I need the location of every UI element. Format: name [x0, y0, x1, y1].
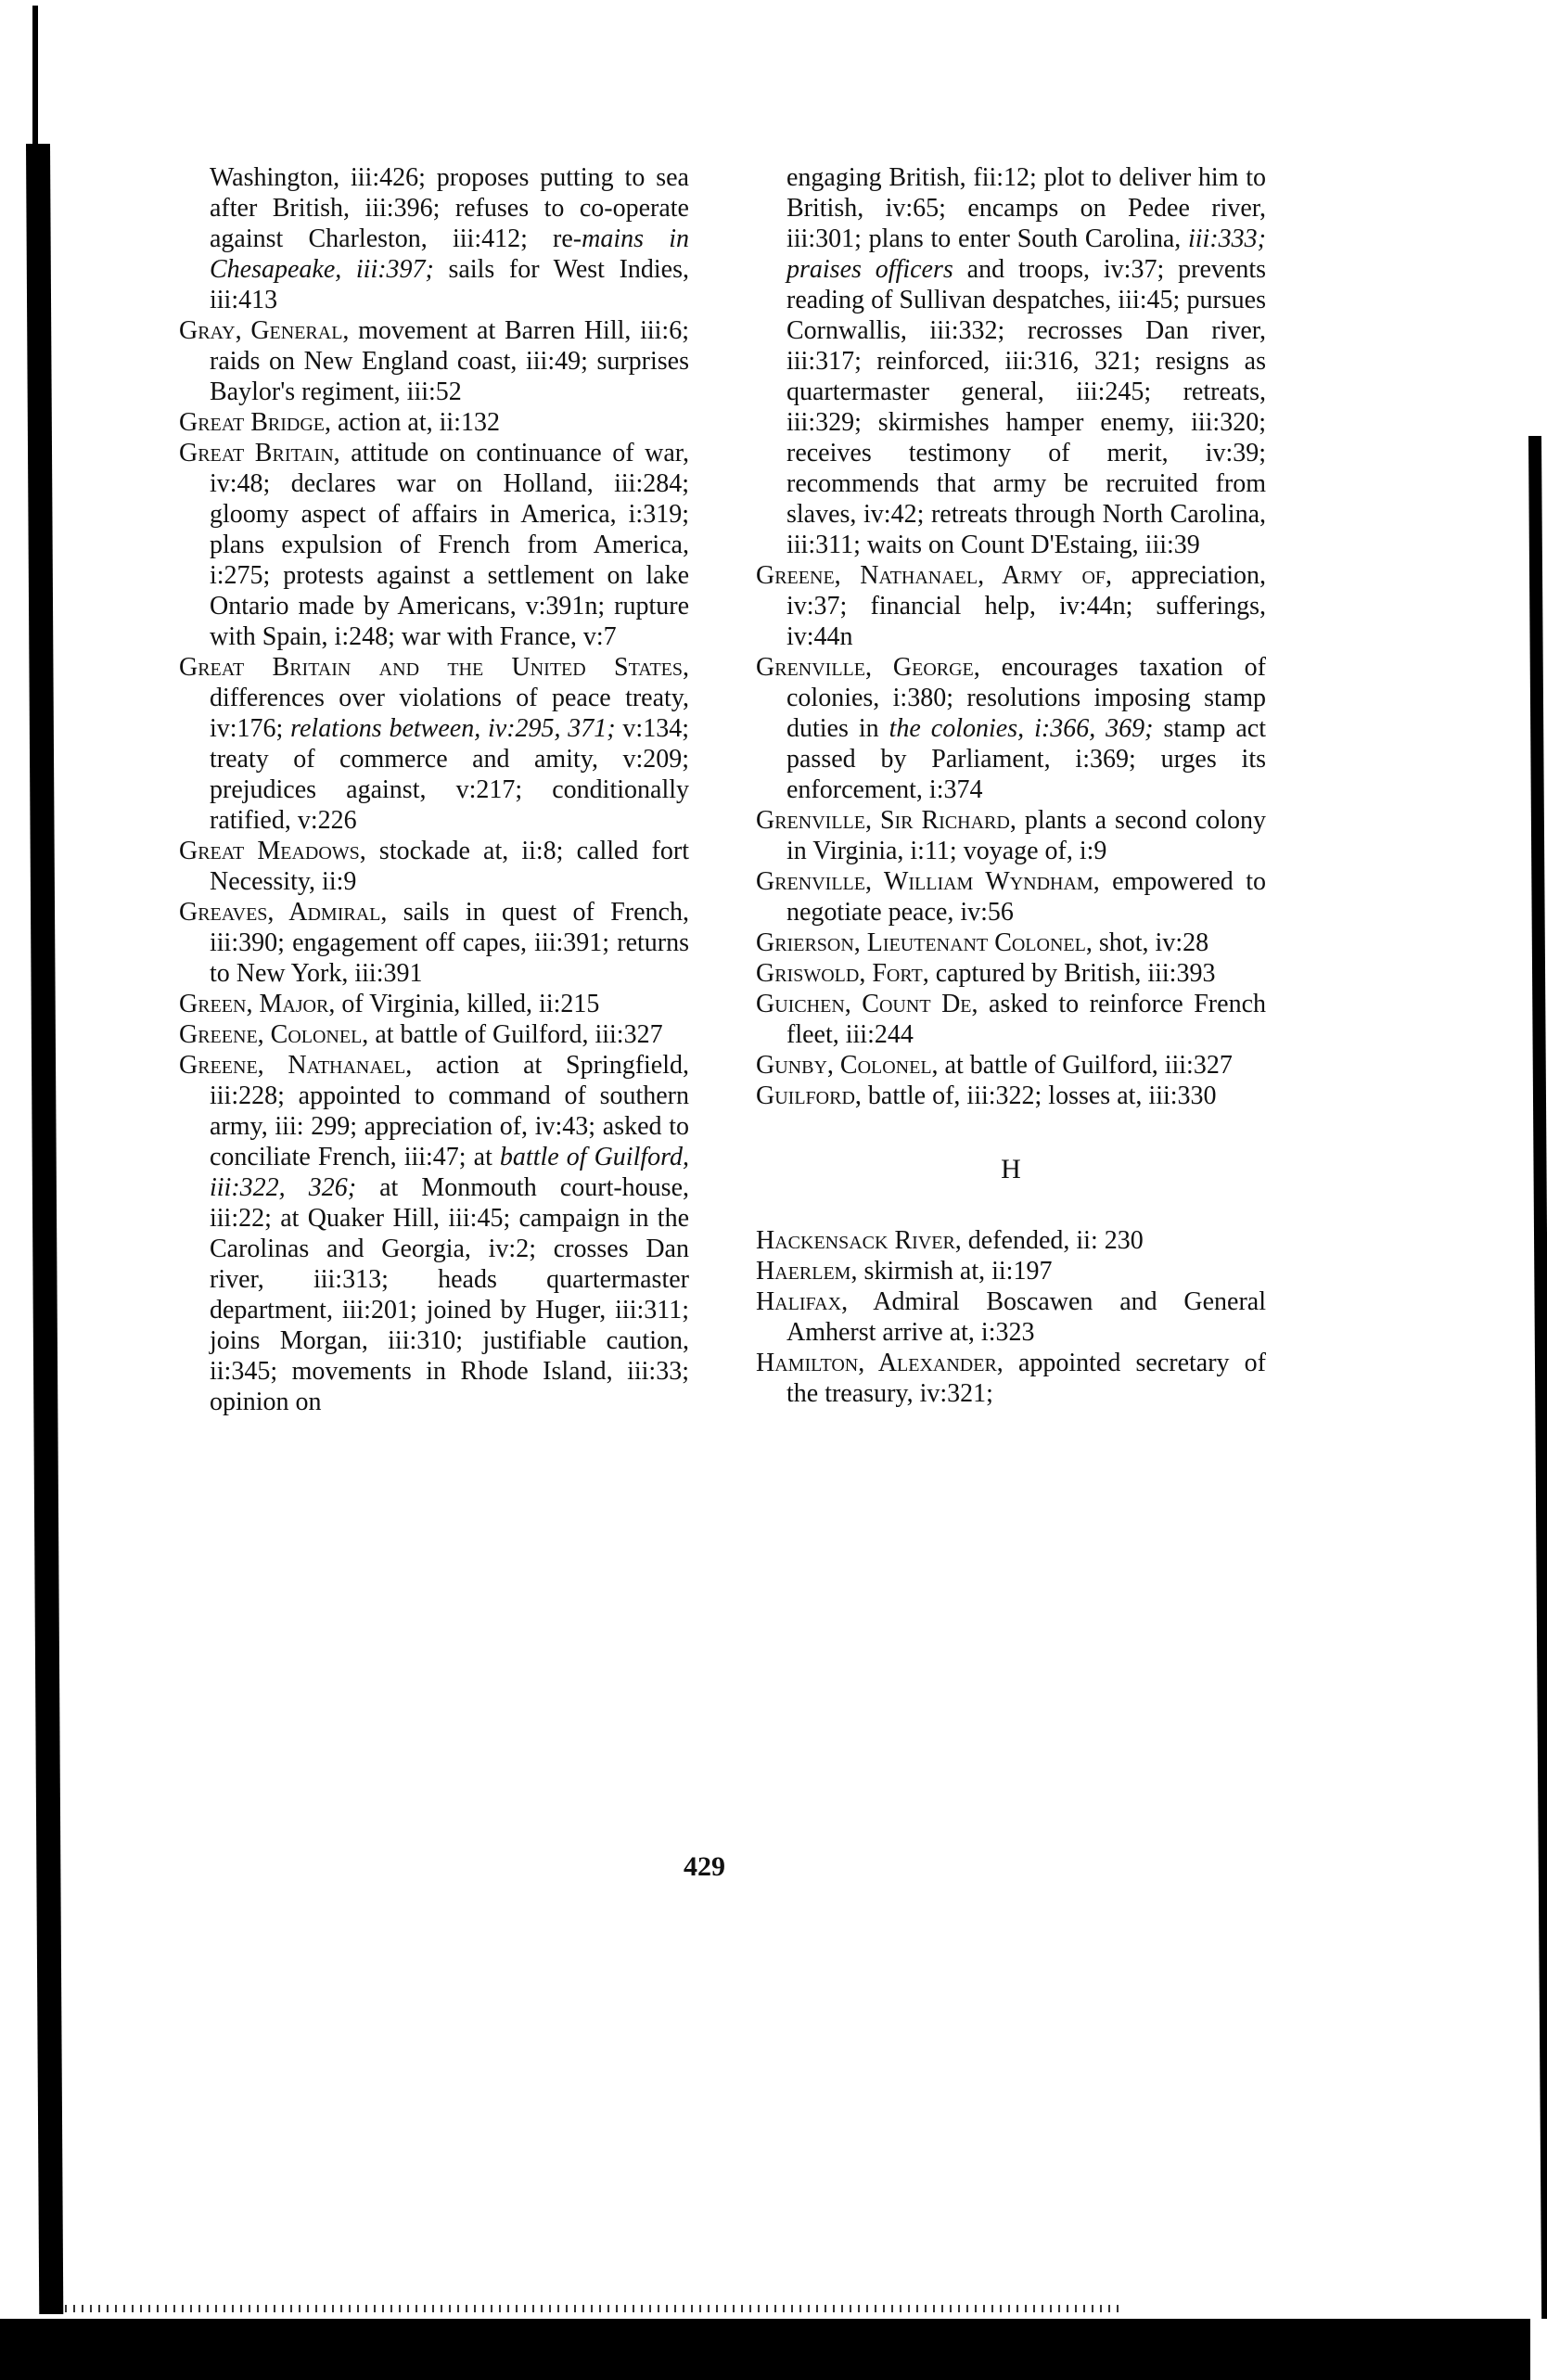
- entry-text: stamp act passed by Parliament, i:369; urges its enforcement, i:374: [786, 714, 1266, 804]
- entry-text: sails in quest of French, iii:390; engagement off capes, iii:391; returns to New York, iii:391: [210, 898, 689, 988]
- entry-heading: Halifax,: [756, 1287, 849, 1316]
- entry-heading: Great Britain,: [179, 439, 340, 467]
- entry-heading: Green, Major,: [179, 990, 336, 1018]
- entry-text-italic: iii:333; praises officers: [786, 224, 1266, 284]
- entry-heading: Greene, Colonel,: [179, 1020, 369, 1049]
- entry-heading: Great Britain and the United States,: [179, 653, 689, 682]
- scan-edge-artifact: [1528, 436, 1547, 2319]
- entry-heading: Greaves, Admiral,: [179, 898, 388, 927]
- index-entry: [756, 958, 1266, 989]
- entry-text: attitude on continuance of war, iv:48; declares war on Holland, iii:284; gloomy aspect of affairs in America, i:319; plans expulsion of French from America, i:275; protests against a settlement on lake Ontario made by Americans, v:391n; rupture with Spain, i:248; war with France, v:7: [210, 439, 690, 651]
- index-entry: [179, 652, 689, 836]
- entry-text: sails for West Indies, iii:413: [210, 255, 689, 314]
- entry-heading: Gray, General,: [179, 316, 350, 345]
- index-entry: [756, 1081, 1266, 1111]
- page-number: 429: [684, 1851, 725, 1882]
- entry-text: appointed secretary of the treasury, iv:321;: [786, 1349, 1266, 1408]
- entry-heading: Great Meadows,: [179, 837, 366, 865]
- index-entry: [756, 560, 1266, 652]
- index-entry: [179, 407, 689, 438]
- entry-heading: Hackensack River,: [756, 1226, 962, 1255]
- entry-text: Washington, iii:426; proposes putting to sea after British, iii:396; refuses to co-operate against Charleston, iii:412; re-: [210, 163, 689, 253]
- scan-edge-artifact: [0, 2319, 1530, 2380]
- index-entry: [179, 438, 689, 652]
- index-entry: [756, 1286, 1266, 1348]
- entry-text: stockade at, ii:8; called fort Necessity, ii:9: [210, 837, 689, 896]
- index-entry: [756, 162, 1266, 560]
- index-entry: [179, 989, 689, 1019]
- entry-heading: Greene, Nathanael,: [179, 1051, 413, 1080]
- index-entry: [179, 162, 689, 315]
- index-column-left: [179, 162, 689, 1417]
- index-entry: [756, 866, 1266, 928]
- entry-heading: Grenville, George,: [756, 653, 980, 682]
- entry-heading: Guichen, Count De,: [756, 990, 978, 1018]
- entry-text: empowered to negotiate peace, iv:56: [786, 867, 1266, 927]
- entry-text: shot, iv:28: [1092, 928, 1209, 957]
- entry-text: appreciation, iv:37; financial help, iv:44n; sufferings, iv:44n: [786, 561, 1266, 651]
- entry-text: encourages taxation of colonies, i:380; resolutions imposing stamp duties in: [786, 653, 1266, 743]
- entry-heading: Haerlem,: [756, 1257, 858, 1286]
- index-entry: [179, 1050, 689, 1417]
- index-entry: [756, 1256, 1266, 1286]
- entry-text-italic: relations between, iv:295, 371;: [283, 714, 616, 743]
- index-entry: [179, 836, 689, 897]
- entry-text: battle of, iii:322; losses at, iii:330: [861, 1081, 1217, 1110]
- entry-text-italic: the colonies, i:366, 369;: [878, 714, 1154, 743]
- entry-text: at battle of Guilford, iii:327: [938, 1051, 1233, 1080]
- index-entry: [756, 652, 1266, 805]
- entry-heading: Guilford,: [756, 1081, 862, 1110]
- entry-text: movement at Barren Hill, iii:6; raids on New England coast, iii:49; surprises Baylor's regiment, iii:52: [210, 316, 689, 406]
- scan-edge-artifact: [32, 6, 38, 154]
- scan-edge-artifact: [65, 2305, 1122, 2312]
- index-entry: [179, 897, 689, 989]
- entry-text: Admiral Boscawen and General Amherst arrive at, i:323: [786, 1287, 1266, 1347]
- entry-heading: Grenville, Sir Richard,: [756, 806, 1016, 835]
- entry-text: action at, ii:132: [331, 408, 500, 437]
- entry-text-italic: mains in Chesapeake, iii:397;: [210, 224, 689, 284]
- entry-heading: Grenville, William Wyndham,: [756, 867, 1100, 896]
- entry-text: v:134; treaty of commerce and amity, v:209; prejudices against, v:217; conditionally ratified, v:226: [210, 714, 689, 835]
- index-entry: [756, 1348, 1266, 1409]
- index-entry: [756, 1050, 1266, 1081]
- entry-text: defended, ii: 230: [961, 1226, 1144, 1255]
- entry-heading: Great Bridge,: [179, 408, 331, 437]
- section-letter-heading: H: [1001, 1154, 1021, 1184]
- index-entry: [756, 805, 1266, 866]
- entry-text: engaging British, fii:12; plot to deliver him to British, iv:65; encamps on Pedee river, iii:301; plans to enter South Carolina,: [786, 163, 1266, 253]
- entry-text: at Monmouth court-house, iii:22; at Quaker Hill, iii:45; campaign in the Carolinas and Georgia, iv:2; crosses Dan river, iii:313; heads quartermaster department, iii:201; joined by Huger, iii:311; joins Morgan, iii:310; justifiable caution, ii:345; movements in Rhode Island, iii:33; opinion on: [210, 1173, 689, 1416]
- scan-edge-artifact: [26, 144, 63, 2314]
- entry-text: plants a second colony in Virginia, i:11; voyage of, i:9: [786, 806, 1266, 865]
- entry-heading: Griswold, Fort,: [756, 959, 929, 988]
- entry-text-italic: battle of Guilford, iii:322, 326;: [210, 1143, 689, 1202]
- index-entry: [756, 1225, 1266, 1256]
- entry-heading: Hamilton, Alexander,: [756, 1349, 1004, 1377]
- entry-text: captured by British, iii:393: [928, 959, 1216, 988]
- entry-text: differences over violations of peace treaty, iv:176;: [210, 684, 689, 743]
- index-entry: [179, 1019, 689, 1050]
- entry-heading: Greene, Nathanael, Army of,: [756, 561, 1113, 590]
- entry-text: skirmish at, ii:197: [857, 1257, 1053, 1286]
- entry-text: asked to reinforce French fleet, iii:244: [786, 990, 1266, 1049]
- index-entry: [179, 315, 689, 407]
- index-entry: [756, 928, 1266, 958]
- entry-heading: Grierson, Lieutenant Colonel,: [756, 928, 1093, 957]
- index-column-right: [756, 162, 1266, 1409]
- entry-text: at battle of Guilford, iii:327: [368, 1020, 663, 1049]
- entry-text: and troops, iv:37; prevents reading of Sullivan despatches, iii:45; pursues Cornwallis, iii:332; recrosses Dan river, iii:317; reinforced, iii:316, 321; resigns as quartermaster general, iii:245; retreats, iii:329; skirmishes hamper enemy, iii:320; receives testimony of merit, iv:39; recommends that army be recruited from slaves, iv:42; retreats through North Carolina, iii:311; waits on Count D'Estaing, iii:39: [786, 255, 1266, 559]
- index-entry: [756, 989, 1266, 1050]
- entry-text: of Virginia, killed, ii:215: [335, 990, 600, 1018]
- entry-heading: Gunby, Colonel,: [756, 1051, 939, 1080]
- entry-text: action at Springfield, iii:228; appointed to command of southern army, iii: 299; appreciation of, iv:43; asked to conciliate French, iii:47; at: [210, 1051, 690, 1171]
